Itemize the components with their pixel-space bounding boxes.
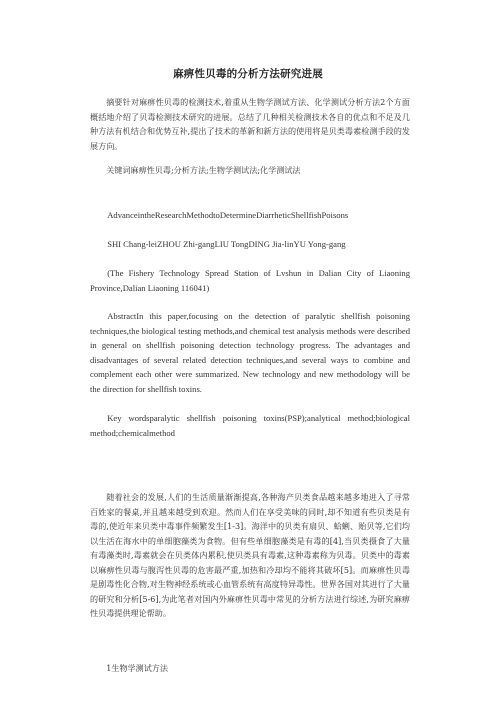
page-title: 麻痹性贝毒的分析方法研究进展 xyxy=(173,68,323,80)
affiliation-en: (The Fishery Technology Spread Station of Lvshun in Dalian City of Liaoning Province,Dalian Liaoning 116041) xyxy=(90,268,410,293)
authors-en: SHI Chang-leiZHOU Zhi-gangLIU TongDING Jia-linYU Yong-gang xyxy=(107,239,346,249)
abstract-cn: 摘要针对麻痹性贝毒的检测技术,着重从生物学测试方法、化学测试分析方法2个方面概括地介绍了贝毒检测技术研究的进展。总结了几种相关检测技术各自的优点和不足及几种方法有机结合和优势互补,提出了技术的革新和新方法的使用将是贝类毒素检测手段的发展方向。 xyxy=(90,97,410,151)
section-heading-1: 1生物学测试方法 xyxy=(106,663,168,673)
keywords-en: Key wordsparalytic shellfish poisoning toxins(PSP);analytical method;biological method;chemicalmethod xyxy=(90,413,410,438)
keywords-cn: 关键词麻痹性贝毒;分析方法;生物学测试法;化学测试法 xyxy=(106,165,301,175)
intro-paragraph: 随着社会的发展,人们的生活质量渐渐提高,各种海产贝类食品越来越多地进入了寻常百姓家的餐桌,并且越来越受到欢迎。然而人们在享受美味的同时,却不知道有些贝类是有毒的,使近年来贝类中毒事件频繁发生[1-3]。海洋中的贝类有扇贝、蛤蜊、贻贝等,它们均以生活在海水中的单细胞藻类为食物。但有些单细胞藻类是有毒的[4],当贝类摄食了大量有毒藻类时,毒素就会在贝类体内累积,使贝类具有毒素,这种毒素称为贝毒。贝类中的毒素以麻痹性贝毒与腹泻性贝毒的危害最严重,加热和冷却均不能将其破坏[5]。而麻痹性贝毒是剧毒性化合物,对生物神经系统或心血管系统有高度特异毒性。世界各国对其进行了大量的研究和分析[5-6],为此笔者对国内外麻痹性贝毒中常见的分析方法进行综述,为研究麻痹性贝毒提供理论帮助。 xyxy=(90,492,410,618)
abstract-en: AbstractIn this paper,focusing on the detection of paralytic shellfish poisoning techniques,the biological testing methods,and chemical test analysis methods were described in general on shellfish poisoning detection technology progress. The advantages and disadvantages of several related detection techniques,and several ways to combine and complement each other were summarized. New technology and new methodology will be the direction for shellfish toxins. xyxy=(90,311,410,394)
title-en: AdvanceintheResearchMethodtoDetermineDiarrheticShellfishPoisons xyxy=(107,210,349,220)
